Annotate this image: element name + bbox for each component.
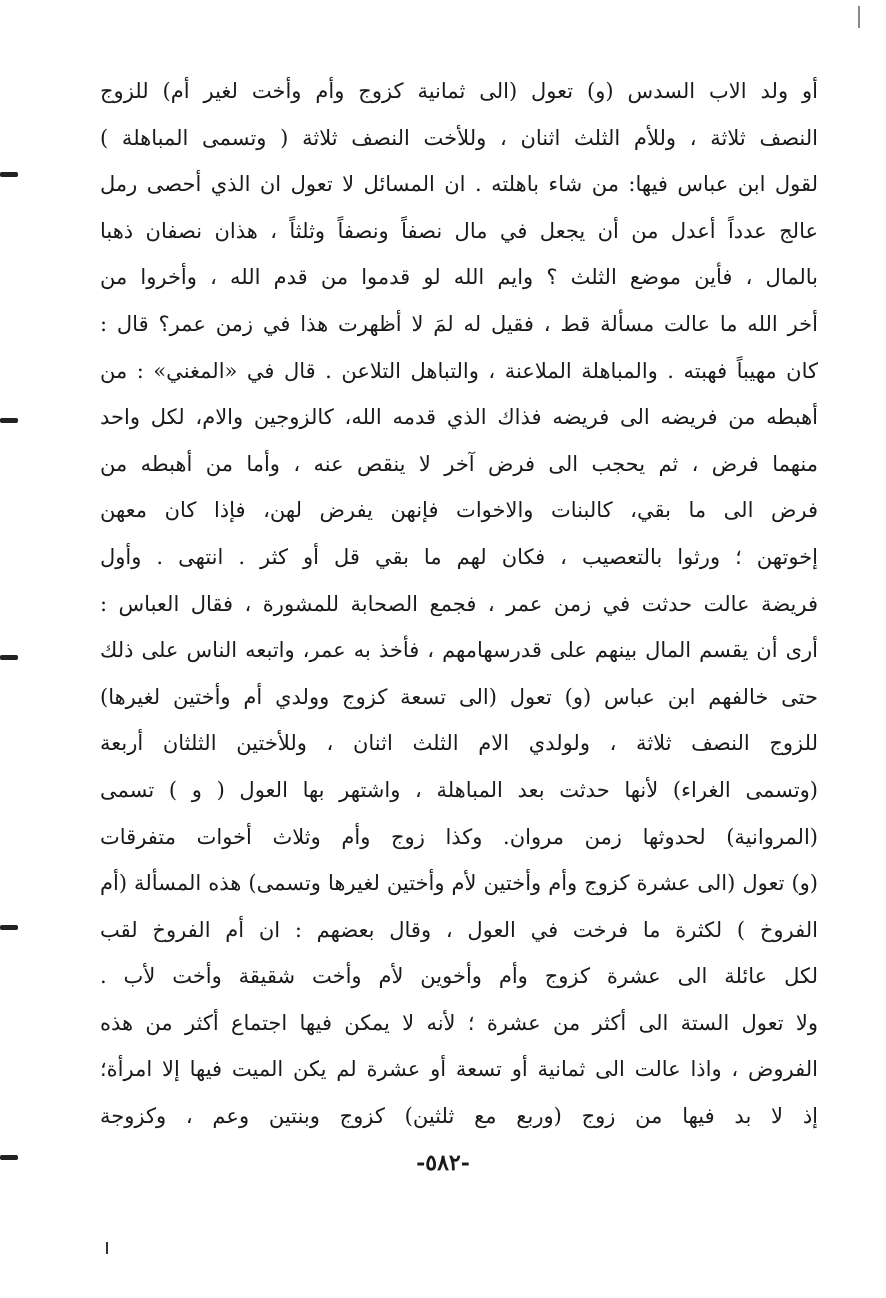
- text-line: لقول ابن عباس فيها: من شاء باهلته . ان المسائل لا تعول ان الذي أحصى رمل: [100, 172, 818, 197]
- text-line: فريضة عالت حدثت في زمن عمر ، فجمع الصحابة للمشورة ، فقال العباس :: [100, 591, 818, 616]
- text-line: إخوتهن ؛ ورثوا بالتعصيب ، فكان لهم ما بقي قل أو كثر . انتهى . وأول: [100, 544, 818, 569]
- text-line: (المروانية) لحدوثها زمن مروان. وكذا زوج وأم وثلاث أخوات متفرقات: [100, 824, 818, 849]
- text-line: بالمال ، فأين موضع الثلث ؟ وايم الله لو قدموا من قدم الله ، وأخروا من: [100, 265, 818, 290]
- text-line: لكل عائلة الى عشرة كزوج وأم وأخوين لأم وأخت شقيقة وأخت لأب .: [100, 964, 818, 989]
- text-line: فرض الى ما بقي، كالبنات والاخوات فإنهن يفرض لهن، فإذا كان معهن: [100, 498, 818, 523]
- text-line: عالج عدداً أعدل من أن يجعل في مال نصفاً ونصفاً وثلثاً ، هذان نصفان ذهبا: [100, 218, 818, 243]
- margin-mark: [0, 172, 18, 177]
- text-line: الفروض ، واذا عالت الى ثمانية أو تسعة أو عشرة لم يكن الميت فيها إلا امرأة؛: [100, 1057, 818, 1082]
- scan-speck: [106, 1242, 108, 1254]
- body-text: [100, 68, 818, 1140]
- text-line: حتى خالفهم ابن عباس (و) تعول (الى تسعة كزوج وولدي أم وأختين لغيرها): [100, 684, 818, 709]
- text-line: الفروخ ) لكثرة ما فرخت في العول ، وقال بعضهم : ان أم الفروخ لقب: [100, 917, 818, 942]
- text-line: أرى أن يقسم المال بينهم على قدرسهامهم ، فأخذ به عمر، واتبعه الناس على ذلك: [100, 638, 818, 663]
- text-line: (وتسمى الغراء) لأنها حدثت بعد المباهلة ، واشتهر بها العول ( و ) تسمى: [100, 777, 818, 802]
- text-line: أو ولد الاب السدس (و) تعول (الى ثمانية كزوج وأم وأخت لغير أم) للزوج: [100, 79, 818, 103]
- margin-mark: [0, 655, 18, 660]
- text-line: النصف ثلاثة ، وللأم الثلث اثنان ، وللأخت النصف ثلاثة ( وتسمى المباهلة ): [100, 125, 818, 150]
- text-line: أهبطه من فريضه الى فريضه فذاك الذي قدمه الله، كالزوجين والام، لكل واحد: [100, 405, 818, 430]
- page-number: -٥٨٢-: [416, 1150, 470, 1176]
- margin-mark: [0, 418, 18, 423]
- text-line: إذ لا بد فيها من زوج (وربع مع ثلثين) كزوج وبنتين وعم ، وكزوجة: [100, 1104, 818, 1129]
- text-line: أخر الله ما عالت مسألة قط ، فقيل له لمَ لا أظهرت هذا في زمن عمر؟ قال :: [100, 311, 818, 336]
- margin-mark: [0, 925, 18, 930]
- text-line: (و) تعول (الى عشرة كزوج وأم وأختين لأم وأختين لغيرها وتسمى) هذه المسألة (أم: [100, 871, 818, 896]
- scan-speck: [858, 6, 860, 28]
- text-line: ولا تعول الستة الى أكثر من عشرة ؛ لأنه لا يمكن فيها اجتماع أكثر من هذه: [100, 1010, 818, 1035]
- text-line: للزوج النصف ثلاثة ، ولولدي الام الثلث اثنان ، وللأختين الثلثان أربعة: [100, 731, 818, 756]
- text-line: منهما فرض ، ثم يحجب الى فرض آخر لا ينقص عنه ، وأما من أهبطه من: [100, 451, 818, 476]
- text-line: كان مهيباً فهبته . والمباهلة الملاعنة ، والتباهل التلاعن . قال في «المغني» : من: [100, 358, 818, 383]
